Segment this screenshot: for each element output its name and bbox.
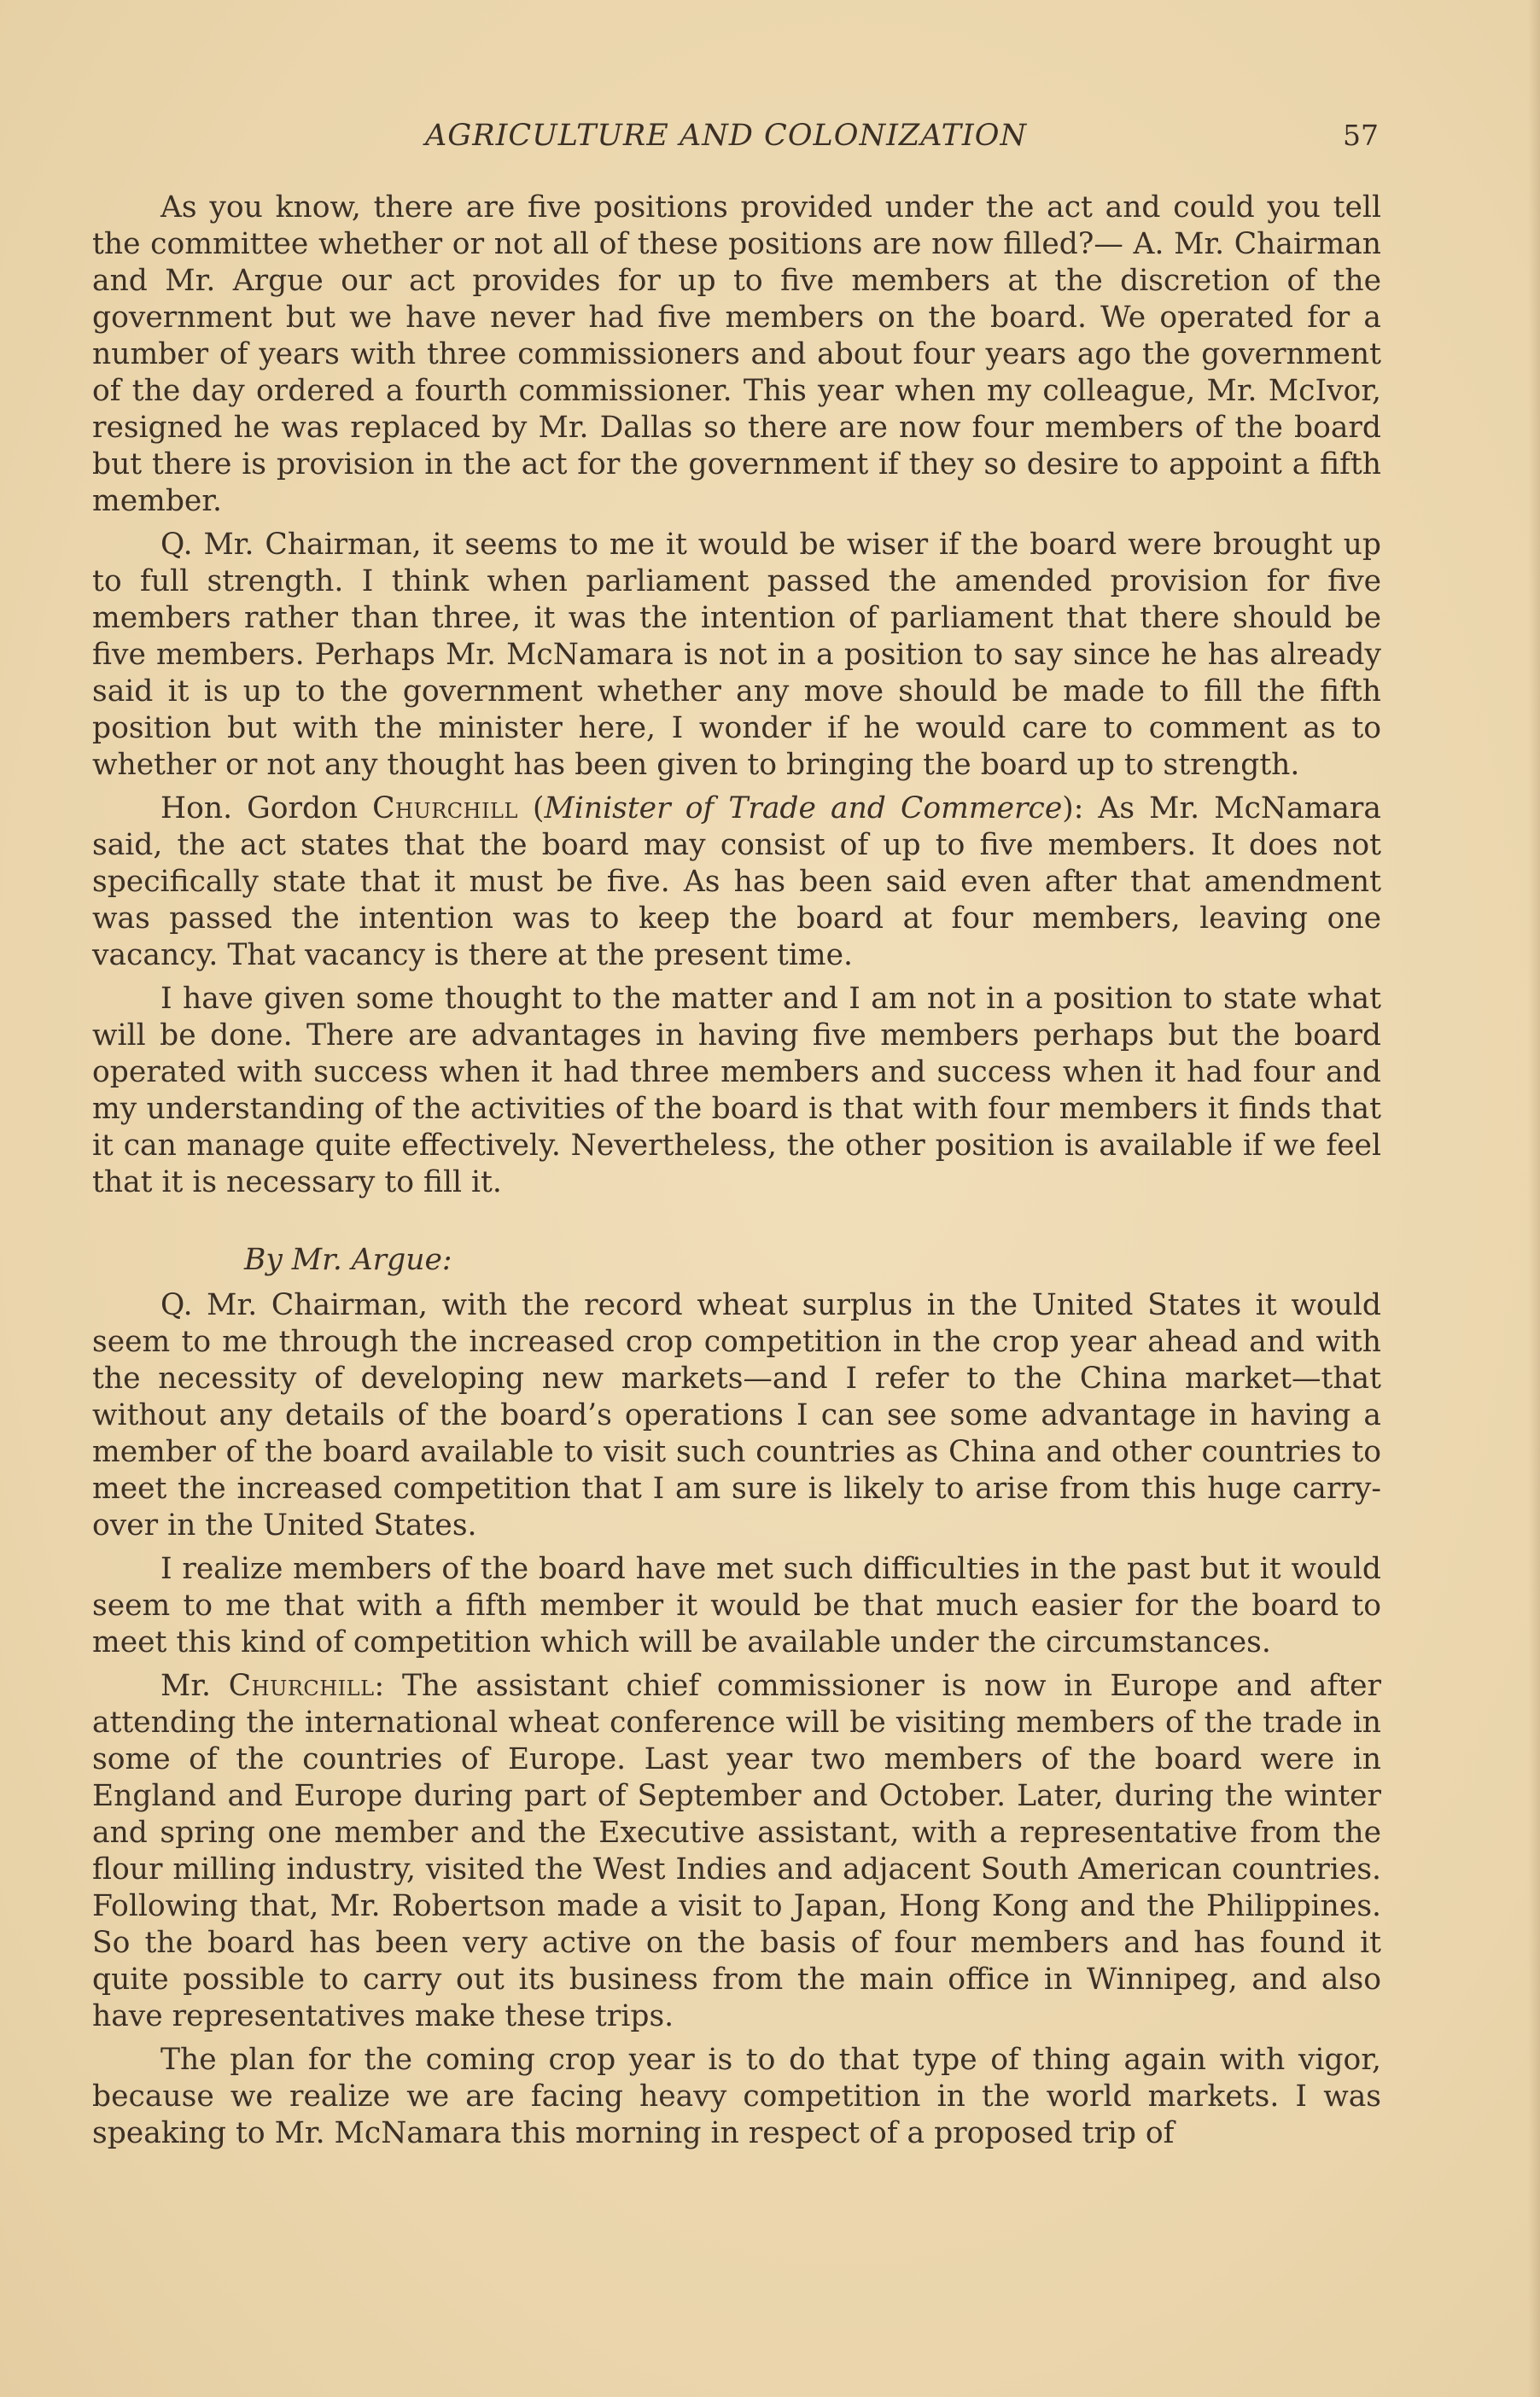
paragraph: I realize members of the board have met such difficulties in the past but it would seem to me that with a fifth member it would be that much easier for the board to meet this kind of competition which will be available under the circumstances. [92, 1552, 1381, 1659]
role-close: ): [1062, 791, 1099, 825]
speaker-prefix: Mr. [160, 1669, 229, 1703]
body-text [92, 190, 1381, 2159]
paragraph-text: The assistant chief commissioner is now in Europe and after attending the international wheat conference will be visiting members of the trade in some of the countries of Europe. Last year two members of the board were in England and Europe during part of September and October. Later, during the winter and spring one member and the Executive assistant, with a representative from the flour milling industry, visited the West Indies and adjacent South American countries. Following that, Mr. Robertson made a visit to Japan, Hong Kong and the Philippines. So the board has been very active on the basis of four members and has found it quite possible to carry out its business from the main office in Winnipeg, and also have representatives make these trips. [92, 1669, 1382, 2033]
page-number: 57 [1343, 119, 1379, 152]
speaker-name: Churchill [228, 1669, 375, 1703]
paragraph: Q. Mr. Chairman, it seems to me it would be wiser if the board were brought up to full strength. I think when parliament passed the amended provision for five members rather than three, it was the intention of parliament that there should be five members. Perhaps Mr. McNamara is not in a position to say since he has already said it is up to the government whether any move should be made to fill the fifth position but with the minister here, I wonder if he would care to comment as to whether or not any thought has been given to bringing the board up to strength. [92, 528, 1381, 782]
speaker-name: Churchill [372, 791, 518, 825]
speaker-prefix: Hon. Gordon [160, 791, 373, 825]
paragraph [92, 790, 1381, 974]
subheading: By Mr. Argue: [244, 1243, 452, 1277]
paragraph [92, 1668, 1381, 2035]
paragraph-text: As Mr. McNamara said, the act states that the board may consist of up to five members. It does not specifically state that it must be five. As has been said even after that amendment was passed the intention was to keep the board at four members, leaving one vacancy. That vacancy is there at the present time. [92, 791, 1381, 972]
speaker-separator: : [374, 1669, 402, 1703]
paragraph: I have given some thought to the matter and I am not in a position to state what will be done. There are advantages in having five members perhaps but the board operated with success when it had three members and success when it had four and my understanding of the activities of the board is that with four members it finds that it can manage quite effectively. Nevertheless, the other position is available if we feel that it is necessary to fill it. [92, 982, 1381, 1199]
paragraph: Q. Mr. Chairman, with the record wheat surplus in the United States it would seem to me through the increased crop competition in the crop year ahead and with the necessity of developing new markets—and I refer to the China market—that without any details of the board’s operations I can see some advantage in having a member of the board available to visit such countries as China and other countries to meet the increased competition that I am sure is likely to arise from this huge carry-over in the United States. [92, 1288, 1381, 1543]
paragraph: As you know, there are five positions provided under the act and could you tell the committee whether or not all of these positions are now filled?— A. Mr. Chairman and Mr. Argue our act provides for up to five members at the discretion of the government but we have never had five members on the board. We operated for a number of years with three commissioners and about four years ago the government of the day ordered a fourth commissioner. This year when my colleague, Mr. McIvor, resigned he was replaced by Mr. Dallas so there are now four members of the board but there is provision in the act for the government if they so desire to appoint a fifth member. [92, 190, 1381, 518]
running-header [0, 114, 1540, 157]
speaker-role: Minister of Trade and Commerce [544, 791, 1063, 825]
role-open: ( [517, 791, 545, 825]
paragraph: The plan for the coming crop year is to do that type of thing again with vigor, because we realize we are facing heavy competition in the world markets. I was speaking to Mr. McNamara this morning in respect of a proposed trip of [92, 2043, 1381, 2150]
running-title: AGRICULTURE AND COLONIZATION [425, 119, 1028, 153]
